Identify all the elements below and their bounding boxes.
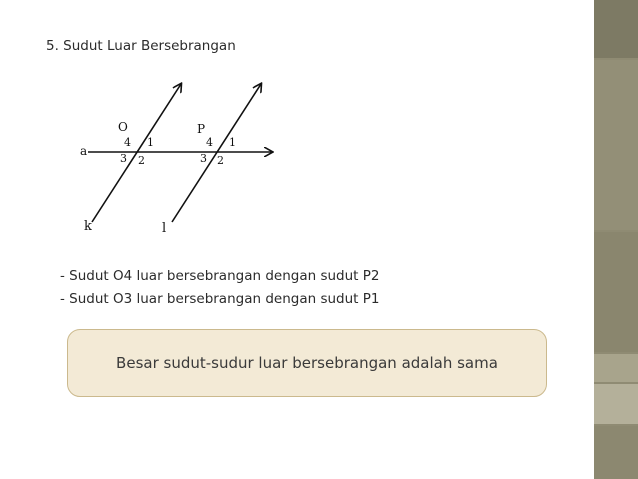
conclusion-callout — [67, 329, 547, 397]
callout-text: Besar sudut-sudur luar bersebrangan adalah sama — [116, 354, 498, 372]
sidebar-block — [594, 232, 638, 352]
label-o: O — [118, 120, 128, 134]
sidebar-block — [594, 0, 638, 58]
slide-title: 5. Sudut Luar Bersebrangan — [46, 38, 236, 54]
line-k — [92, 84, 181, 222]
sidebar-block — [594, 426, 638, 479]
label-a: a — [80, 144, 88, 158]
parallel-lines-diagram — [76, 78, 286, 242]
o-angle-1: 1 — [147, 136, 154, 149]
o-angle-2: 2 — [138, 154, 145, 167]
label-k: k — [84, 219, 92, 234]
label-l: l — [162, 221, 167, 236]
p-angle-1: 1 — [229, 136, 236, 149]
p-angle-4: 4 — [206, 136, 213, 149]
line-l — [172, 84, 261, 222]
sidebar-block — [594, 60, 638, 230]
sidebar-block — [594, 354, 638, 382]
sidebar-block — [594, 384, 638, 424]
bullet-item: - Sudut O3 luar bersebrangan dengan sudut P1 — [60, 291, 380, 307]
o-angle-3: 3 — [120, 152, 127, 165]
label-p: P — [197, 122, 206, 136]
bullet-item: - Sudut O4 luar bersebrangan dengan sudut P2 — [60, 268, 380, 284]
p-angle-3: 3 — [200, 152, 207, 165]
decorative-sidebar — [594, 0, 638, 479]
p-angle-2: 2 — [217, 154, 224, 167]
bullet-list — [60, 265, 379, 311]
o-angle-4: 4 — [124, 136, 131, 149]
